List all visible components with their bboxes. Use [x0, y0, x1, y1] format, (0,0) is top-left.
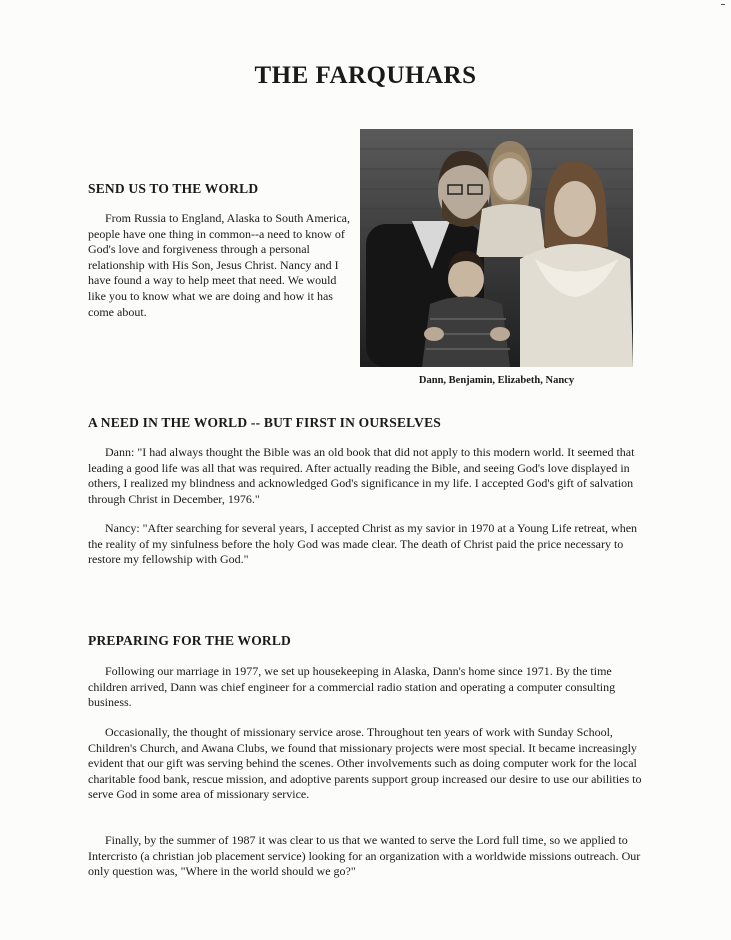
- paragraph-intercristo: Finally, by the summer of 1987 it was clear to us that we wanted to serve the Lord full time, so we applied to Intercristo (a christian job placement service) looking for an organization with a worldwide missions outreach. Our only question was, "Where in the world should we go?": [88, 833, 641, 879]
- heading-need: A NEED IN THE WORLD -- BUT FIRST IN OURSELVES: [88, 415, 441, 430]
- paragraph-nancy-testimony: Nancy: "After searching for several years, I accepted Christ as my savior in 1970 at a Young Life retreat, when the reality of my sinfulness before the holy God was made clear. The death of Christ paid the price necessary to restore my fellowship with God.": [88, 521, 638, 567]
- paragraph-send-us: From Russia to England, Alaska to South America, people have one thing in common--a need to know of God's love and forgiveness through a personal relationship with His Son, Jesus Christ. Nancy and I have found a way to help meet that need. We would like you to know what we are doing and how it has come about.: [88, 211, 350, 319]
- heading-send-us: SEND US TO THE WORLD: [88, 181, 259, 196]
- paragraph-marriage: Following our marriage in 1977, we set up housekeeping in Alaska, Dann's home since 1971. By the time children arrived, Dann was chief engineer for a commercial radio station and operating a computer consulting business.: [88, 664, 616, 710]
- photo-caption: Dann, Benjamin, Elizabeth, Nancy: [418, 375, 575, 386]
- scan-mark: [721, 4, 725, 5]
- family-photo-image: [360, 129, 633, 367]
- page-title: THE FARQUHARS: [254, 62, 477, 89]
- heading-preparing: PREPARING FOR THE WORLD: [88, 633, 291, 648]
- family-photo: [360, 129, 633, 367]
- paragraph-missionary-service: Occasionally, the thought of missionary service arose. Throughout ten years of work with Sunday School, Children's Church, and Awana Clubs, we found that missionary projects were most special. It became increasingly evident that our gift was serving behind the scenes. Other involvements such as doing computer work for the local charitable food bank, rescue mission, and adoptive parents support group increased our desire to use our abilities to serve God in some area of missionary service.: [88, 725, 642, 802]
- paragraph-dann-testimony: Dann: "I had always thought the Bible was an old book that did not apply to this modern world. It seemed that leading a good life was all that was required. After actually reading the Bible, and seeing God's love displayed in others, I realized my blindness and acknowledged God's significance in my life. I accepted God's gift of salvation through Christ in December, 1976.": [88, 445, 635, 506]
